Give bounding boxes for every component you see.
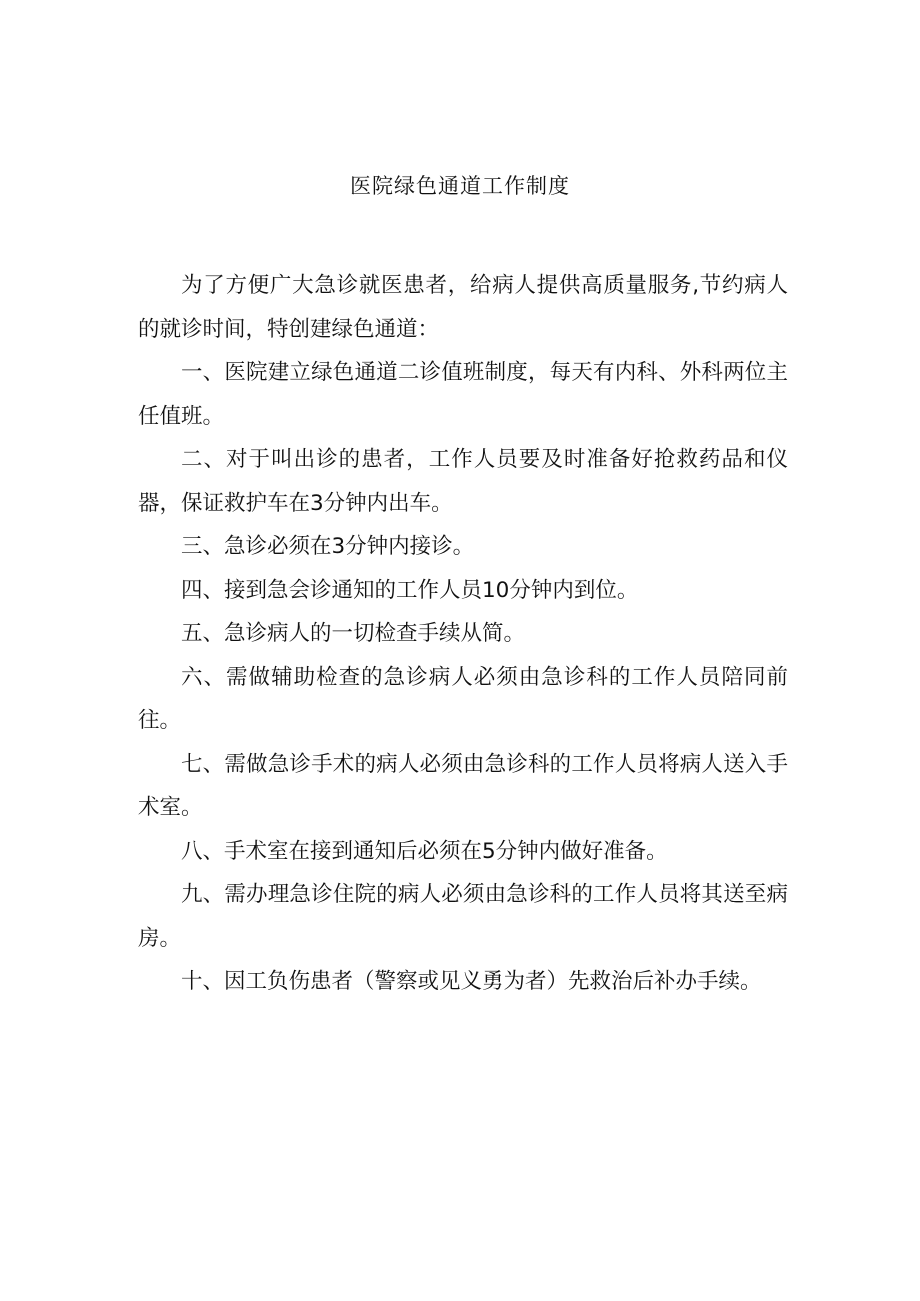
rule-10: 十、因工负伤患者（警察或见义勇为者）先救治后补办手续。 — [181, 969, 762, 994]
rule-5: 五、急诊病人的一切检查手续从简。 — [181, 621, 526, 646]
intro-paragraph: 为了方便广大急诊就医患者，给病人提供高质量服务,节约病人的就诊时间，特创建绿色通道： — [138, 273, 788, 342]
rule-4: 四、接到急会诊通知的工作人员10分钟内到位。 — [181, 577, 639, 603]
rule-8: 八、手术室在接到通知后必须在5分钟内做好准备。 — [181, 838, 668, 864]
rule-6: 六、需做辅助检查的急诊病人必须由急诊科的工作人员陪同前往。 — [138, 664, 788, 733]
document-title: 医院绿色通道工作制度 — [350, 174, 570, 198]
rule-7: 七、需做急诊手术的病人必须由急诊科的工作人员将病人送入手术室。 — [138, 751, 788, 820]
rule-1: 一、医院建立绿色通道二诊值班制度，每天有内科、外科两位主任值班。 — [138, 360, 788, 429]
rule-3: 三、急诊必须在3分钟内接诊。 — [181, 534, 475, 559]
document-body — [138, 264, 788, 1004]
rule-2: 二、对于叫出诊的患者，工作人员要及时准备好抢救药品和仪器，保证救护车在3分钟内出车。 — [138, 447, 788, 516]
rule-9: 九、需办理急诊住院的病人必须由急诊科的工作人员将其送至病房。 — [138, 882, 788, 951]
